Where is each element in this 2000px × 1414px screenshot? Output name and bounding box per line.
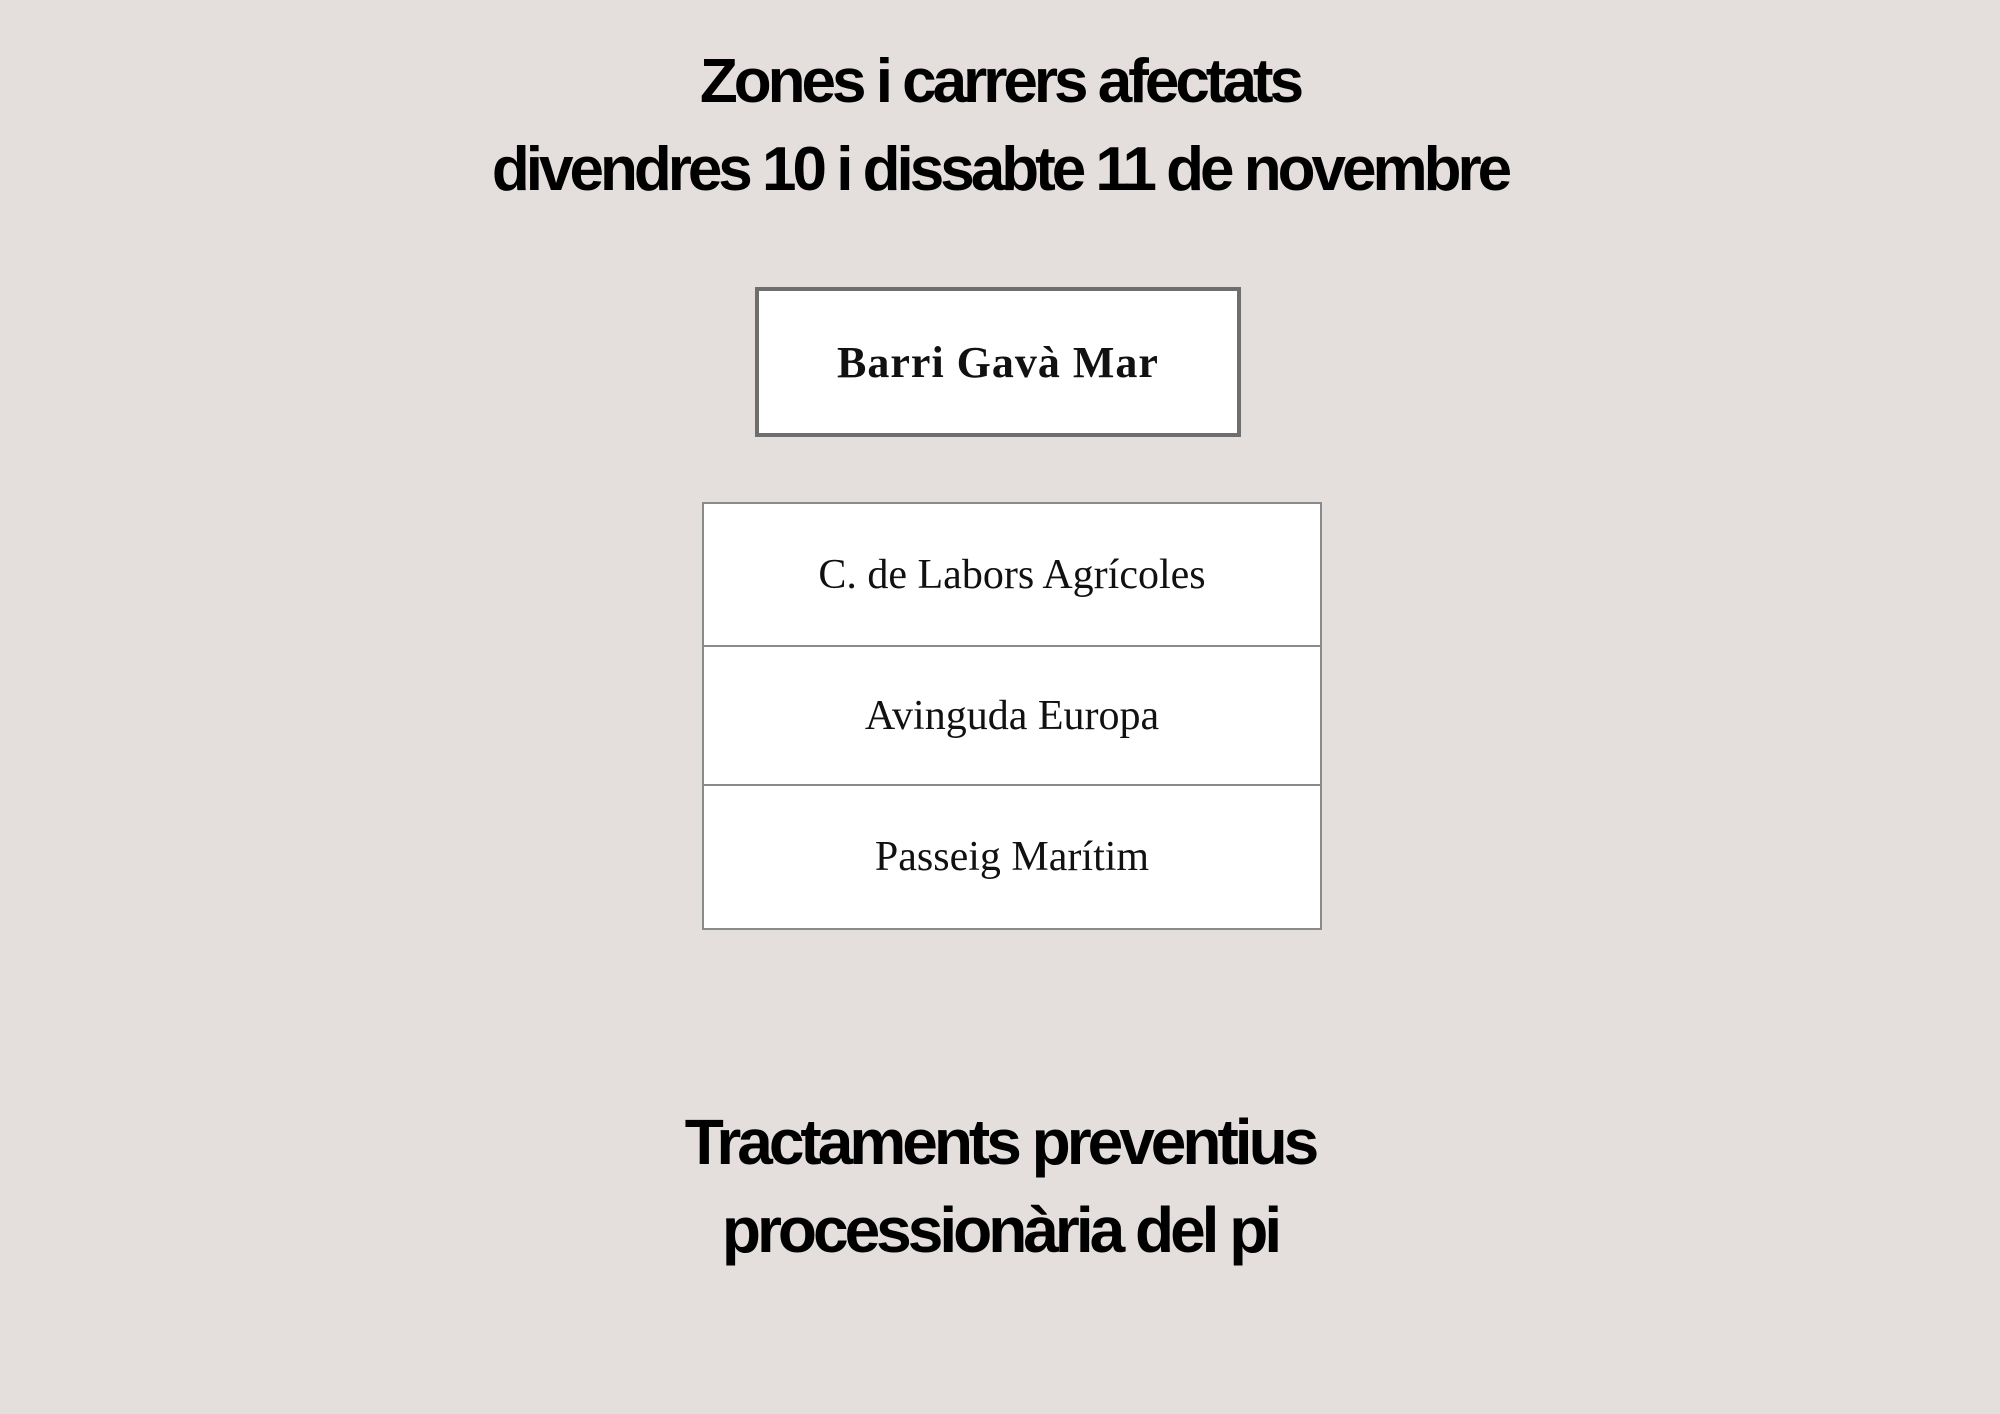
treatment-title-line-1: Tractaments preventius [684,1106,1316,1178]
table-row [704,784,1320,928]
page-title-line-2: divendres 10 i dissabte 11 de novembre [491,135,1509,204]
treatment-title-line-2: processionària del pi [721,1194,1279,1266]
street-name: C. de Labors Agrícoles [818,551,1206,598]
table-row [704,645,1320,784]
treatment-title [0,1098,2000,1274]
page-title-line-1: Zones i carrers afectats [699,47,1301,116]
street-name: Avinguda Europa [864,692,1160,739]
page-title [0,38,2000,214]
table-row [704,504,1320,645]
zone-title-box [755,287,1241,437]
zone-title: Barri Gavà Mar [837,337,1159,387]
streets-table [702,502,1322,930]
street-name: Passeig Marítim [874,834,1150,880]
